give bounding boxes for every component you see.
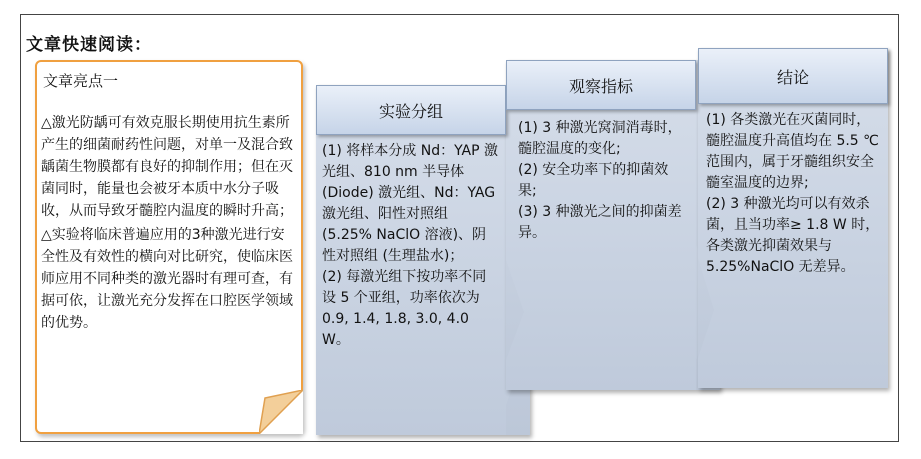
- column-item: (1) 将样本分成 Nd：YAP 激光组、810 nm 半导体 (Diode) 激光组、Nd：YAG 激光组、阳性对照组 (5.25% NaClO 溶液)、阴性对照组 (生理盐水)；: [322, 143, 499, 264]
- highlight-item: △实验将临床普遍应用的3种激光进行安全性及有效性的横向对比研究，使临床医师应用不同种类的激光器时有理可查，有据可依，让激光充分发挥在口腔医学领域的优势。: [41, 227, 293, 331]
- page-curl-icon: [259, 390, 303, 434]
- column-item: (1) 3 种激光窝洞消毒时，髓腔温度的变化;: [518, 120, 682, 157]
- column-conclusion: [698, 48, 888, 388]
- column-item: (2) 安全功率下的抑菌效果;: [518, 162, 669, 199]
- column-heading: 观察指标: [506, 60, 696, 110]
- column-text: [322, 141, 500, 351]
- column-item: (3) 3 种激光之间的抑菌差异。: [518, 204, 682, 241]
- column-text: [706, 110, 882, 278]
- column-text: [518, 118, 686, 244]
- page-title: 文章快速阅读：: [26, 35, 152, 55]
- highlights-list: [41, 98, 297, 334]
- column-groups: [316, 85, 506, 435]
- column-metrics: [506, 60, 696, 390]
- highlights-title: 文章亮点一: [43, 72, 119, 90]
- column-heading: 结论: [698, 48, 888, 104]
- highlights-card: [35, 60, 303, 434]
- highlight-item: △激光防龋可有效克服长期使用抗生素所产生的细菌耐药性问题，对单一及混合致龋菌生物膜都有良好的抑制作用；但在灭菌同时，能量也会被牙本质中水分子吸收，从而导致牙髓腔内温度的瞬时升高；: [41, 115, 293, 219]
- column-item: (2) 每激光组下按功率不同设 5 个亚组，功率依次为 0.9, 1.4, 1.8, 3.0, 4.0 W。: [322, 269, 487, 348]
- column-item: (1) 各类激光在灭菌同时，髓腔温度升高值均在 5.5 ℃ 范围内，属于牙髓组织安全髓室温度的边界;: [706, 112, 879, 191]
- column-item: (2) 3 种激光均可以有效杀菌，且当功率≥ 1.8 W 时，各类激光抑菌效果与 5.25%NaClO 无差异。: [706, 196, 880, 275]
- column-heading: 实验分组: [316, 85, 506, 135]
